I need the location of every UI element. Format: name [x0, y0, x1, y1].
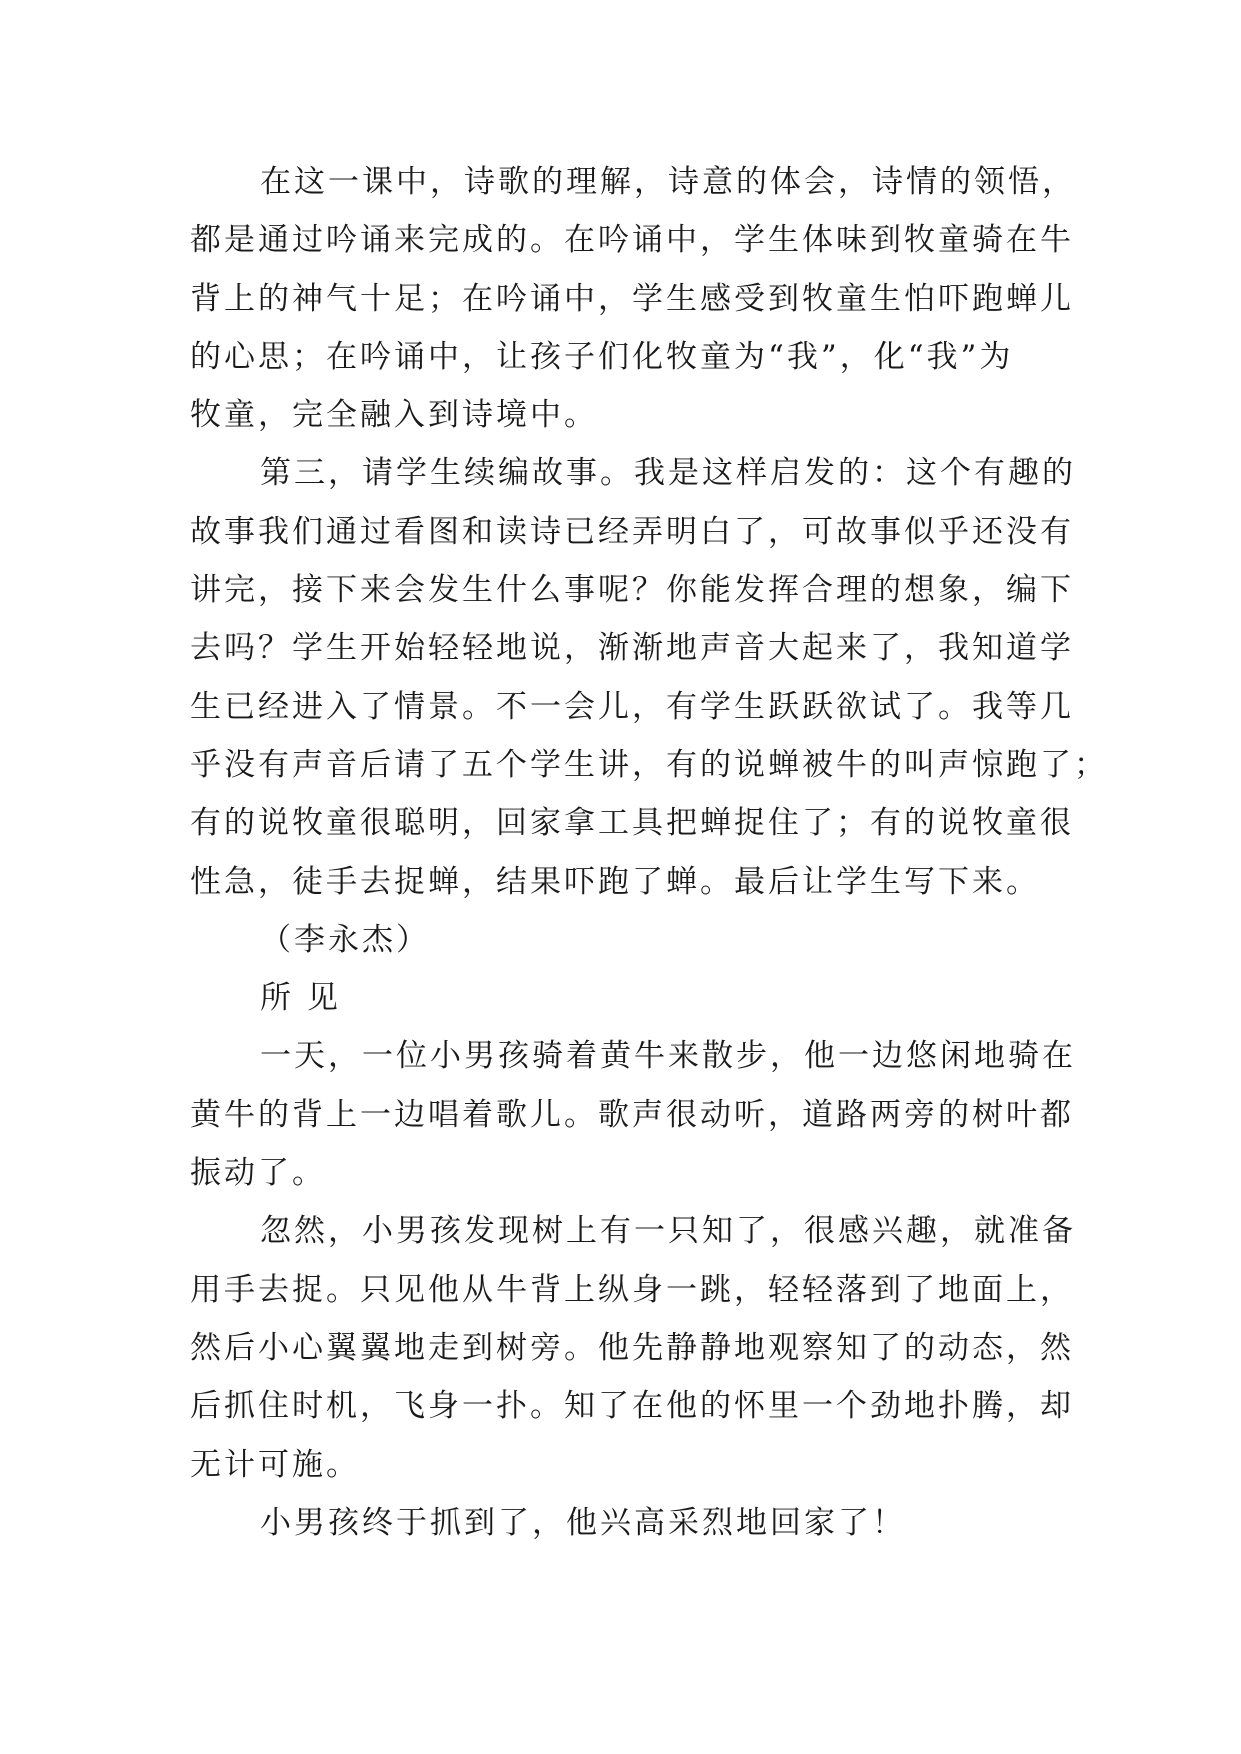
body-text [190, 153, 1108, 1552]
paragraph-2 [190, 444, 1108, 910]
text-line: 小男孩终于抓到了，他兴高采烈地回家了！ [260, 1504, 906, 1541]
text-line: 振动了。 [190, 1155, 326, 1192]
text-line: 都是通过吟诵来完成的。在吟诵中，学生体味到牧童骑在牛 [190, 222, 1074, 259]
section-title: 所 见 [260, 980, 341, 1017]
text-line: 牧童，完全融入到诗境中。 [190, 397, 598, 434]
paragraph-5 [190, 1494, 1050, 1552]
text-line: 忽然，小男孩发现树上有一只知了，很感兴趣，就准备 [260, 1213, 1076, 1250]
text-line: 乎没有声音后请了五个学生讲，有的说蝉被牛的叫声惊跑了； [190, 746, 1108, 783]
text-line: 无计可施。 [190, 1446, 360, 1483]
author-name: （李永杰） [260, 921, 430, 958]
text-line: 背上的神气十足；在吟诵中，学生感受到牧童生怕吓跑蝉儿 [190, 280, 1074, 317]
text-line: 然后小心翼翼地走到树旁。他先静静地观察知了的动态，然 [190, 1329, 1074, 1366]
text-line: 的心思；在吟诵中，让孩子们化牧童为“我”，化“我”为 [190, 338, 1014, 375]
text-line: 去吗？学生开始轻轻地说，渐渐地声音大起来了，我知道学 [190, 630, 1074, 667]
paragraph-4 [190, 1202, 1076, 1493]
text-line: 在这一课中，诗歌的理解，诗意的体会，诗情的领悟， [260, 164, 1076, 200]
paragraph-3 [190, 1027, 1076, 1202]
paragraph-1 [190, 153, 1076, 444]
text-line: 黄牛的背上一边唱着歌儿。歌声很动听，道路两旁的树叶都 [190, 1096, 1074, 1133]
text-line: 性急，徒手去捉蝉，结果吓跑了蝉。最后让学生写下来。 [190, 863, 1040, 900]
text-line: 一天，一位小男孩骑着黄牛来散步，他一边悠闲地骑在 [260, 1038, 1076, 1075]
text-line: 故事我们通过看图和读诗已经弄明白了，可故事似乎还没有 [190, 513, 1074, 550]
text-line: 有的说牧童很聪明，回家拿工具把蝉捉住了；有的说牧童很 [190, 805, 1074, 842]
text-line: 第三，请学生续编故事。我是这样启发的：这个有趣的 [260, 455, 1076, 492]
text-line: 生已经进入了情景。不一会儿，有学生跃跃欲试了。我等几 [190, 688, 1074, 725]
section-heading [190, 969, 1050, 1027]
text-line: 用手去捉。只见他从牛背上纵身一跳，轻轻落到了地面上， [190, 1271, 1074, 1308]
text-line: 讲完，接下来会发生什么事呢？你能发挥合理的想象，编下 [190, 572, 1074, 609]
text-line: 后抓住时机，飞身一扑。知了在他的怀里一个劲地扑腾，却 [190, 1388, 1074, 1425]
author-attribution [190, 911, 1050, 969]
